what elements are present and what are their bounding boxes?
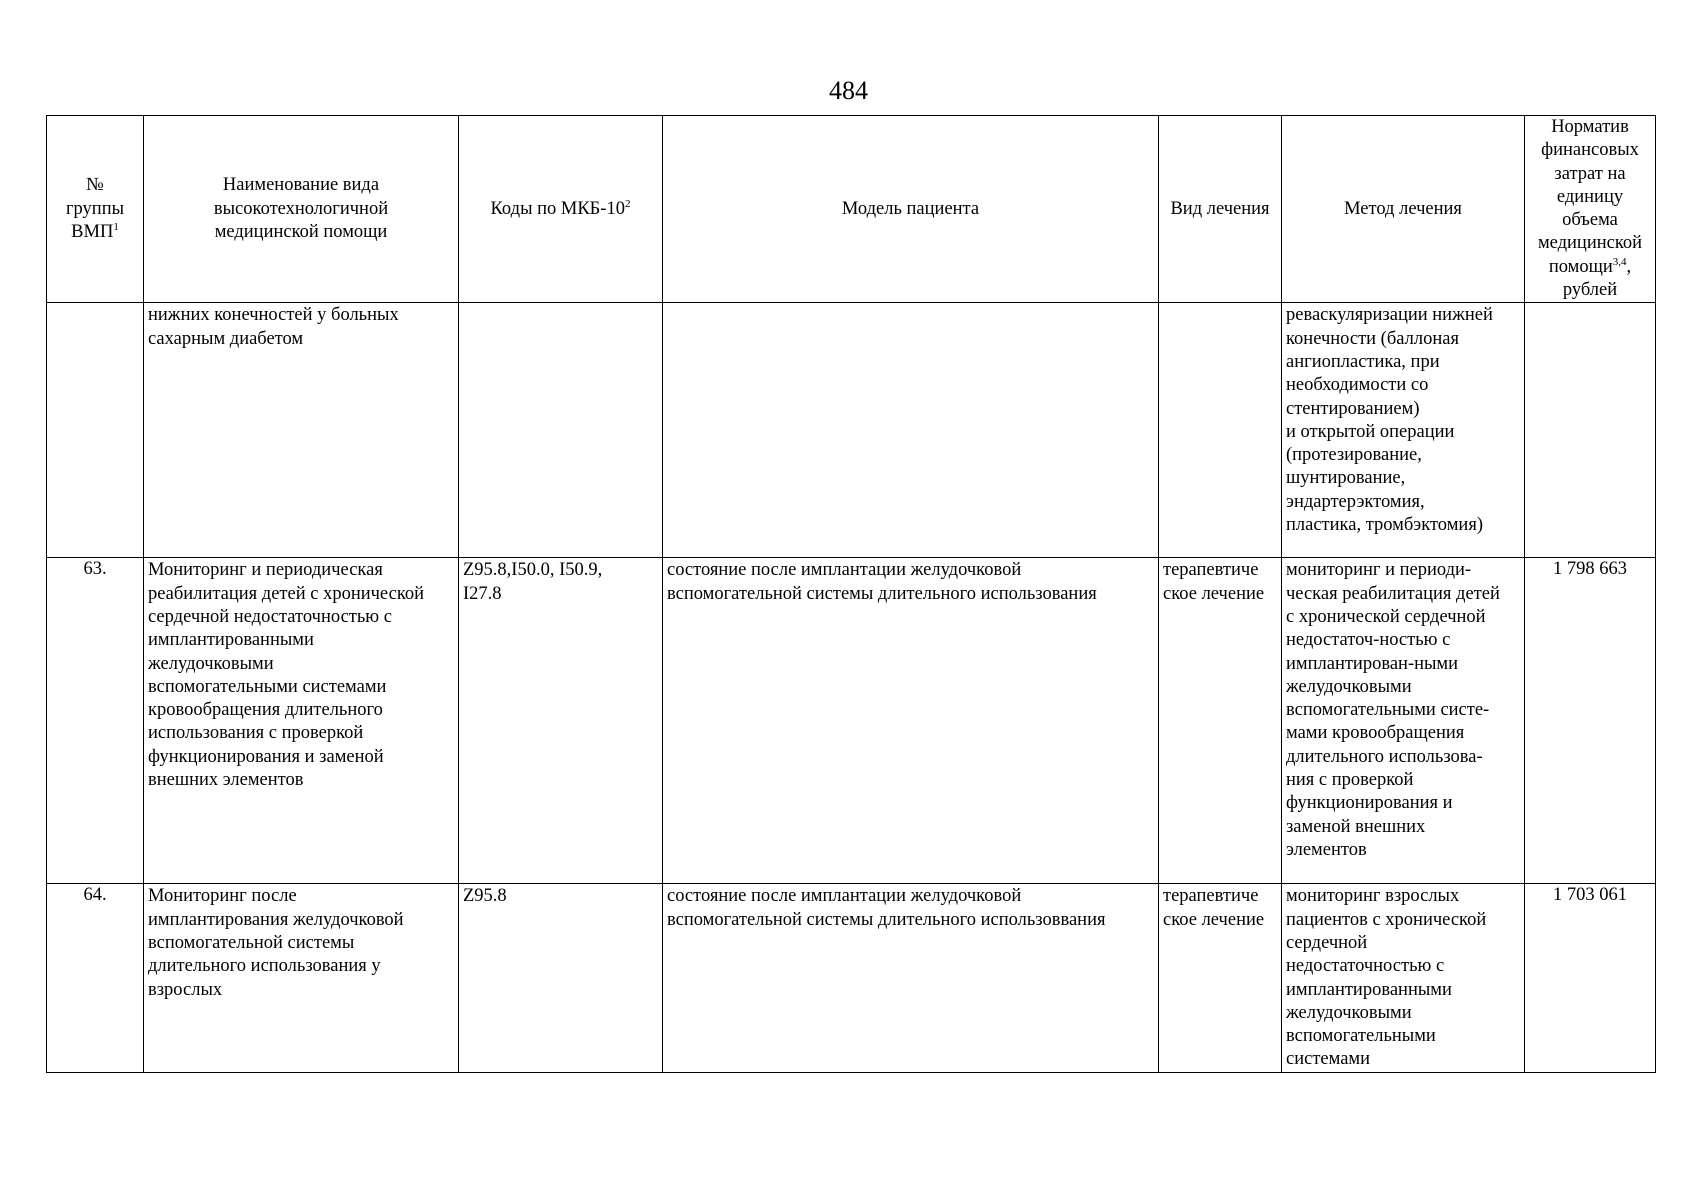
cell-model <box>663 303 1159 558</box>
cell-treatment-type-text: терапевтиче ское лечение <box>1163 560 1265 604</box>
header-norm-suffix: , рублей <box>1562 256 1632 301</box>
cell-group-no: 63. <box>47 558 144 884</box>
cell-cost <box>1525 303 1656 558</box>
cell-treatment-type <box>1159 558 1282 884</box>
table-row <box>47 303 1656 558</box>
cell-model-text: состояние после имплантации желудочковой вспомогательной системы длительного использования <box>667 560 1097 604</box>
header-norm-label: Норматив финансовых затрат на единицу объема медицинской помощи <box>1537 117 1643 277</box>
cell-method-text: мониторинг и периоди- ческая реабилитация детей с хронической сердечной недостаточ-ностью с имплантирован-ными желудочковыми вспомогательными систе- мами кровообращения длительного использова- ния с проверкой функционирования и заменой внешних элементов <box>1286 560 1500 860</box>
header-model <box>663 116 1159 303</box>
cell-name-text: Мониторинг после имплантирования желудочковой вспомогательной системы длительного использования у взрослых <box>148 886 404 1000</box>
cell-method <box>1282 884 1525 1072</box>
cell-name-text: нижних конечностей у больных сахарным диабетом <box>148 305 399 349</box>
cell-treatment-type-text: терапевтиче ское лечение <box>1163 886 1265 930</box>
page-number: 484 <box>829 76 868 105</box>
cell-model <box>663 558 1159 884</box>
cell-name <box>144 558 459 884</box>
header-norm-text <box>1528 116 1652 302</box>
header-norm <box>1525 116 1656 303</box>
header-group-no-label: № группы ВМП <box>65 175 125 242</box>
cell-name <box>144 303 459 558</box>
footnote-marker: 3,4 <box>1612 255 1627 268</box>
cell-codes <box>459 558 663 884</box>
vmp-table <box>46 115 1656 1073</box>
table-row <box>47 884 1656 1072</box>
header-group-no <box>47 116 144 303</box>
table-header-row <box>47 116 1656 303</box>
header-method <box>1282 116 1525 303</box>
cell-method-text: мониторинг взрослых пациентов с хронической сердечной недостаточностью с имплантированными желудочковыми вспомогательными системами <box>1286 886 1487 1070</box>
cell-name-text: Мониторинг и периодическая реабилитация детей с хронической сердечной недостаточностью с имплантированными желудочковыми вспомогательными системами кровообращения длительного использования с проверкой функционирования и заменой внешних элементов <box>148 560 425 791</box>
header-codes-label: Коды по МКБ-10 <box>490 198 625 219</box>
cell-codes-text: Z95.8 <box>463 886 507 907</box>
cell-codes <box>459 303 663 558</box>
header-model-label: Модель пациента <box>841 198 980 219</box>
header-treatment-type-label: Вид лечения <box>1170 198 1270 219</box>
cell-codes-text: Z95.8,I50.0, I50.9, I27.8 <box>463 560 603 604</box>
header-group-no-text <box>50 174 140 244</box>
cell-model-text: состояние после имплантации желудочковой вспомогательной системы длительного использоввания <box>667 886 1106 930</box>
footnote-marker: 1 <box>113 220 119 233</box>
header-name <box>144 116 459 303</box>
header-name-label: Наименование вида высокотехнологичной медицинской помощи <box>213 175 389 242</box>
cell-method <box>1282 303 1525 558</box>
cell-cost: 1 703 061 <box>1525 884 1656 1072</box>
cell-treatment-type <box>1159 884 1282 1072</box>
cell-group-no <box>47 303 144 558</box>
header-method-label: Метод лечения <box>1344 198 1462 219</box>
footnote-marker: 2 <box>624 197 631 210</box>
header-treatment-type <box>1159 116 1282 303</box>
cell-name <box>144 884 459 1072</box>
table-row <box>47 558 1656 884</box>
cell-model <box>663 884 1159 1072</box>
cell-codes <box>459 884 663 1072</box>
header-codes <box>459 116 663 303</box>
cell-cost: 1 798 663 <box>1525 558 1656 884</box>
cell-method <box>1282 558 1525 884</box>
cell-treatment-type <box>1159 303 1282 558</box>
cell-group-no: 64. <box>47 884 144 1072</box>
cell-method-text: реваскуляризации нижней конечности (баллоная ангиопластика, при необходимости со стентированием) и открытой операции (протезирование, шунтирование, эндартерэктомия, пластика, тромбэктомия) <box>1286 305 1493 536</box>
